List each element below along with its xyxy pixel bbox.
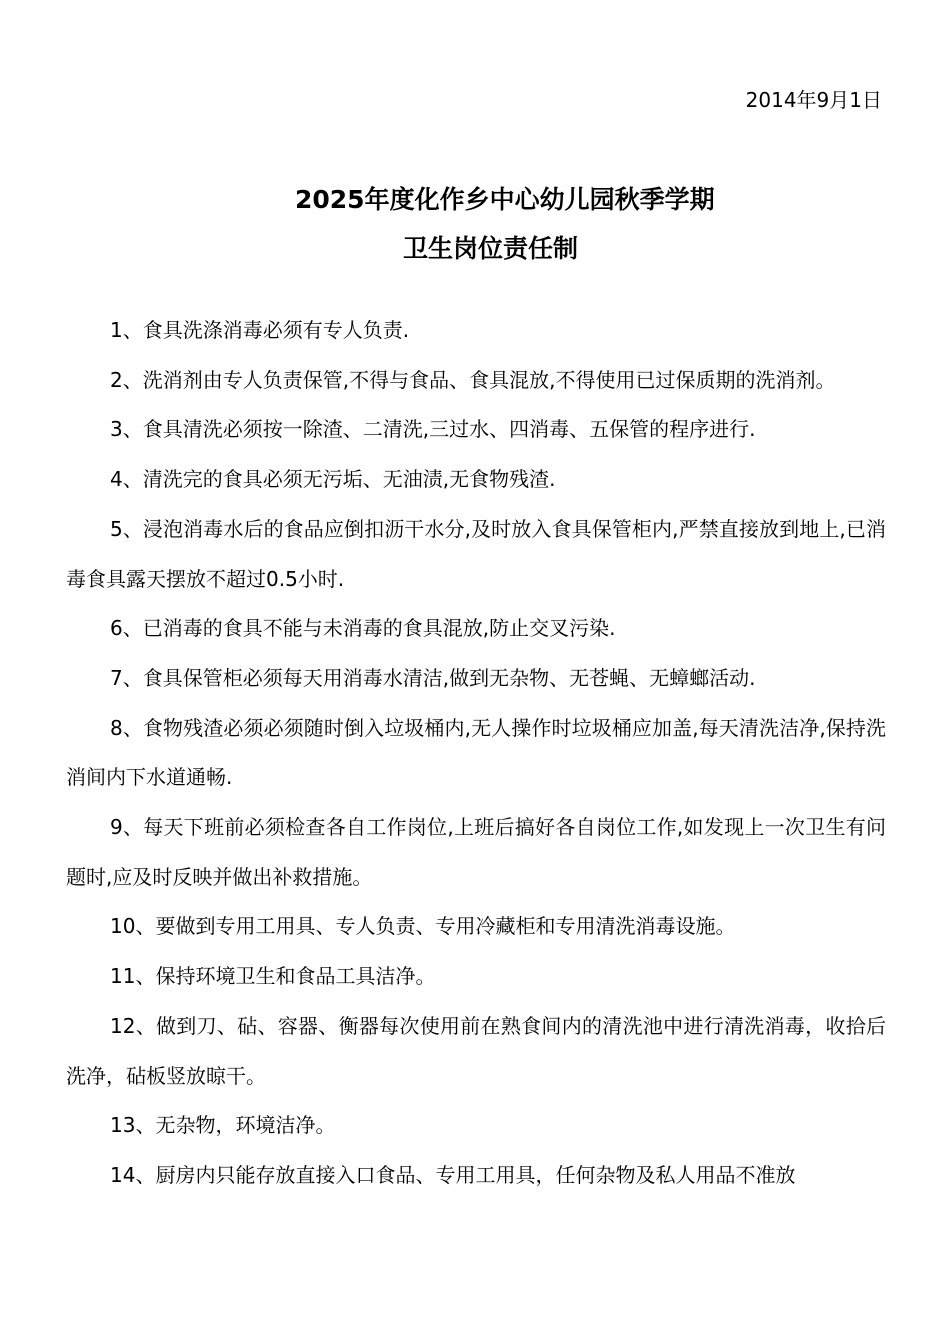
document-title-line2: 卫生岗位责任制 xyxy=(403,234,579,263)
rule-paragraph-7: 7、食具保管柜必须每天用消毒水清洁,做到无杂物、无苍蝇、无蟑螂活动. xyxy=(110,665,756,690)
document-body xyxy=(66,306,886,1201)
document-date: 2014年9月1日 xyxy=(745,88,882,112)
rule-paragraph-13: 13、无杂物，环境洁净。 xyxy=(110,1113,336,1138)
rule-paragraph-4: 4、清洗完的食具必须无污垢、无油渍,无食物残渣. xyxy=(110,467,556,492)
rule-paragraph-8: 8、食物残渣必须必须随时倒入垃圾桶内,无人操作时垃圾桶应加盖,每天清洗洁净,保持洗消间内下水道通畅. xyxy=(66,715,886,790)
rule-paragraph-9: 9、每天下班前必须检查各自工作岗位,上班后搞好各自岗位工作,如发现上一次卫生有问题时,应及时反映并做出补救措施。 xyxy=(66,815,886,889)
rule-paragraph-10: 10、要做到专用工用具、专人负责、专用冷藏柜和专用清洗消毒设施。 xyxy=(110,914,736,939)
rule-paragraph-1: 1、食具洗涤消毒必须有专人负责. xyxy=(110,318,410,342)
rule-paragraph-11: 11、保持环境卫生和食品工具洁净。 xyxy=(110,964,436,989)
rule-paragraph-2: 2、洗消剂由专人负责保管,不得与食品、食具混放,不得使用已过保质期的洗消剂。 xyxy=(110,367,836,392)
rule-paragraph-14: 14、厨房内只能存放直接入口食品、专用工用具，任何杂物及私人用品不准放 xyxy=(110,1162,796,1187)
rule-paragraph-3: 3、食具清洗必须按一除渣、二清洗,三过水、四消毒、五保管的程序进行. xyxy=(110,417,756,442)
rule-paragraph-12: 12、做到刀、砧、容器、衡器每次使用前在熟食间内的清洗池中进行清洗消毒，收拾后洗净，砧板竖放晾干。 xyxy=(66,1013,886,1088)
document-title-line1: 2025年度化作乡中心幼儿园秋季学期 xyxy=(295,185,715,214)
rule-paragraph-6: 6、已消毒的食具不能与未消毒的食具混放,防止交叉污染. xyxy=(110,616,616,641)
rule-paragraph-5: 5、浸泡消毒水后的食品应倒扣沥干水分,及时放入食具保管柜内,严禁直接放到地上,已消毒食具露天摆放不超过0.5小时. xyxy=(66,516,886,591)
